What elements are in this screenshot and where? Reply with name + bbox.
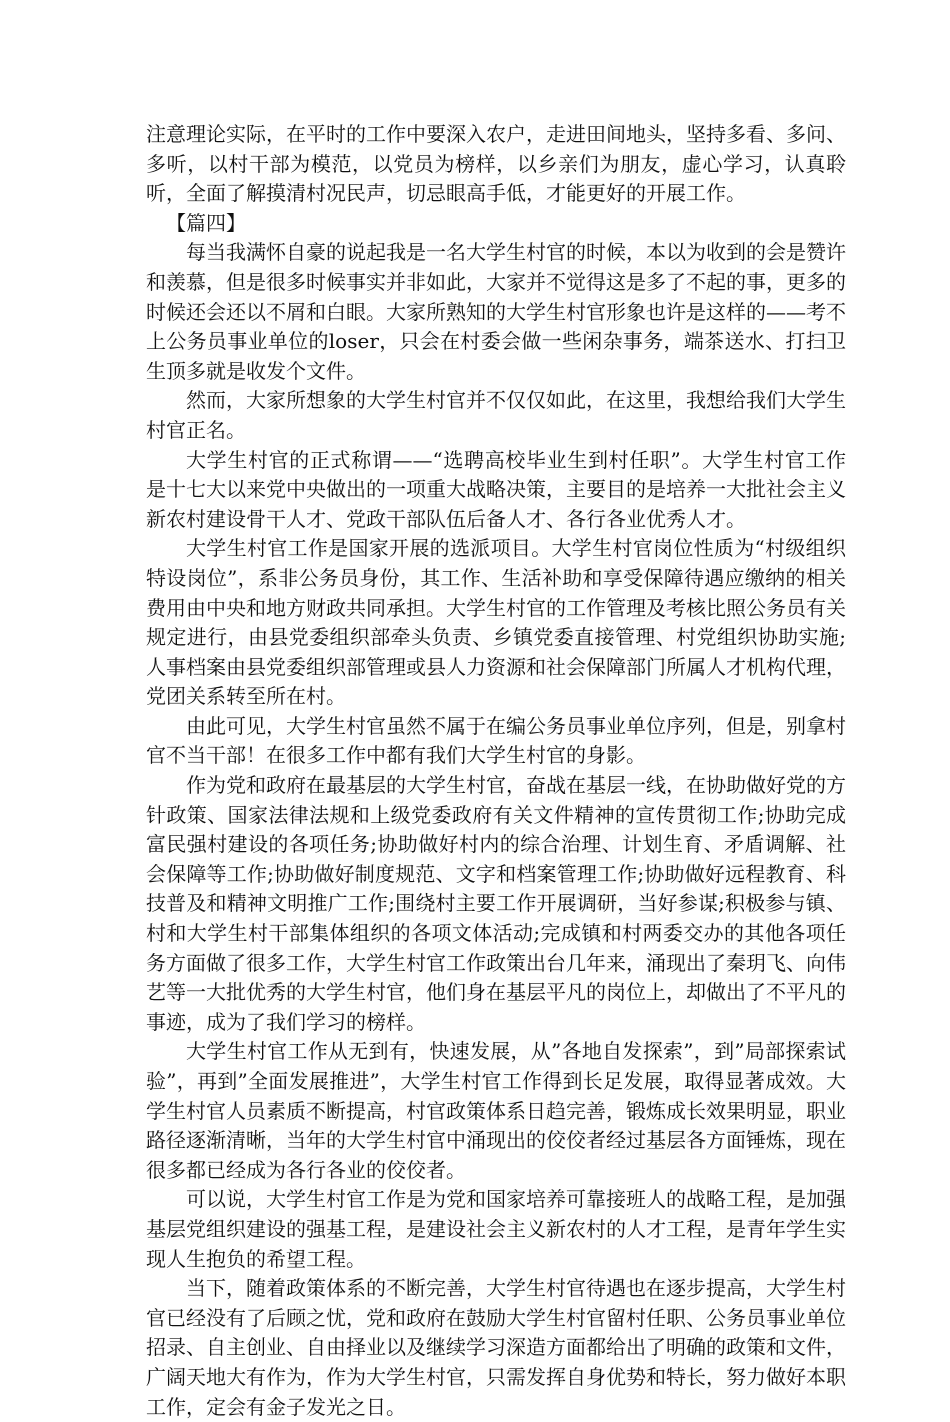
document-page bbox=[146, 120, 846, 1422]
paragraph: 每当我满怀自豪的说起我是一名大学生村官的时候，本以为收到的会是赞许和羡慕，但是很多时候事实并非如此，大家并不觉得这是多了不起的事，更多的时候还会还以不屑和白眼。大家所熟知的大学生村官形象也许是这样的——考不上公务员事业单位的loser，只会在村委会做一些闲杂事务，端茶送水、打扫卫生顶多就是收发个文件。 bbox=[146, 240, 846, 383]
paragraph: 大学生村官工作从无到有，快速发展，从”各地自发探索”，到”局部探索试验”，再到”全面发展推进”，大学生村官工作得到长足发展，取得显著成效。大学生村官人员素质不断提高，村官政策体系日趋完善，锻炼成长效果明显，职业路径逐渐清晰，当年的大学生村官中涌现出的佼佼者经过基层各方面锤炼，现在很多都已经成为各行各业的佼佼者。 bbox=[146, 1039, 846, 1182]
paragraph: 当下，随着政策体系的不断完善，大学生村官待遇也在逐步提高，大学生村官已经没有了后顾之忧，党和政府在鼓励大学生村官留村任职、公务员事业单位招录、自主创业、自由择业以及继续学习深造方面都给出了明确的政策和文件，广阔天地大有作为，作为大学生村官，只需发挥自身优势和特长，努力做好本职工作，定会有金子发光之日。 bbox=[146, 1276, 846, 1419]
section-heading: 【篇四】 bbox=[166, 210, 246, 235]
paragraph: 可以说，大学生村官工作是为党和国家培养可靠接班人的战略工程，是加强基层党组织建设的强基工程，是建设社会主义新农村的人才工程，是青年学生实现人生抱负的希望工程。 bbox=[146, 1187, 846, 1271]
paragraph-continuation: 注意理论实际，在平时的工作中要深入农户，走进田间地头，坚持多看、多问、多听，以村干部为模范，以党员为榜样，以乡亲们为朋友，虚心学习，认真聆听，全面了解摸清村况民声，切忌眼高手低，才能更好的开展工作。 bbox=[146, 122, 846, 206]
paragraph: 然而，大家所想象的大学生村官并不仅仅如此，在这里，我想给我们大学生村官正名。 bbox=[146, 388, 846, 442]
paragraph: 大学生村官的正式称谓——“选聘高校毕业生到村任职”。大学生村官工作是十七大以来党中央做出的一项重大战略决策，主要目的是培养一大批社会主义新农村建设骨干人才、党政干部队伍后备人才、各行各业优秀人才。 bbox=[146, 447, 846, 531]
paragraph: 由此可见，大学生村官虽然不属于在编公务员事业单位序列，但是，别拿村官不当干部！在很多工作中都有我们大学生村官的身影。 bbox=[146, 713, 846, 768]
paragraph: 大学生村官工作是国家开展的选派项目。大学生村官岗位性质为“村级组织特设岗位”，系非公务员身份，其工作、生活补助和享受保障待遇应缴纳的相关费用由中央和地方财政共同承担。大学生村官的工作管理及考核比照公务员有关规定进行，由县党委组织部牵头负责、乡镇党委直接管理、村党组织协助实施;人事档案由县党委组织部管理或县人力资源和社会保障部门所属人才机构代理，党团关系转至所在村。 bbox=[146, 536, 846, 709]
paragraph: 作为党和政府在最基层的大学生村官，奋战在基层一线，在协助做好党的方针政策、国家法律法规和上级党委政府有关文件精神的宣传贯彻工作;协助完成富民强村建设的各项任务;协助做好村内的综合治理、计划生育、矛盾调解、社会保障等工作;协助做好制度规范、文字和档案管理工作;协助做好远程教育、科技普及和精神文明推广工作;围绕村主要工作开展调研，当好参谋;积极参与镇、村和大学生村干部集体组织的各项文体活动;完成镇和村两委交办的其他各项任务方面做了很多工作，大学生村官工作政策出台几年来，涌现出了秦玥飞、向伟艺等一大批优秀的大学生村官，他们身在基层平凡的岗位上，却做出了不平凡的事迹，成为了我们学习的榜样。 bbox=[146, 773, 846, 1034]
